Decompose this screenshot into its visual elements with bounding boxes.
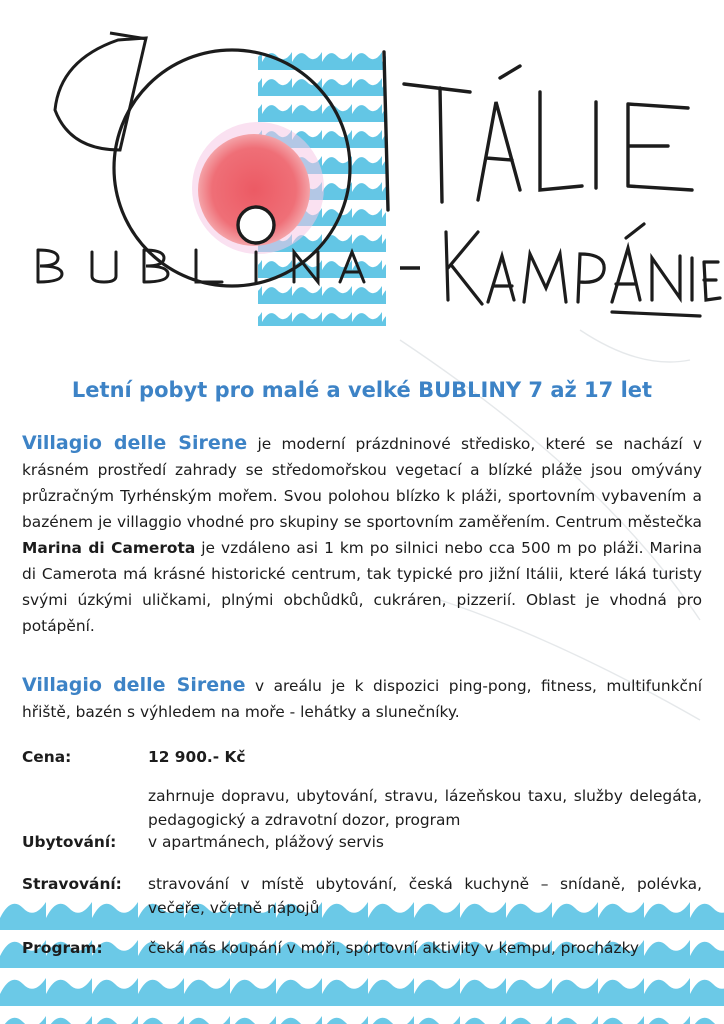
intro-text-2: je vzdáleno asi 1 km po silnici nebo cca 500 m po pláži. Marina di Camerota má krásné historické centrum, tak typické pro jižní Itálii, které láká turisty svými úzkými uličkami, plnými obchůdků, cukráren, pizzerií. Oblast je vhodná pro potápění. [22, 539, 702, 635]
intro-paragraph [22, 430, 702, 639]
board-value: stravování v místě ubytování, česká kuchyně – snídaně, polévka, večeře, včetně nápojů [148, 875, 702, 917]
venue-name: Villagio delle Sirene [22, 432, 248, 454]
town-name: Marina di Camerota [22, 539, 196, 557]
program-label: Program: [22, 939, 103, 957]
amenities-text: v areálu je k dispozici ping-pong, fitness, multifunkční hřiště, bazén s výhledem na moře - lehátky a slunečníky. [22, 677, 703, 721]
page-headline: Letní pobyt pro malé a velké BUBLINY 7 až 17 let [71, 378, 653, 402]
amenities-venue-name: Villagio delle Sirene [22, 674, 246, 696]
accommodation-value: v apartmánech, plážový servis [148, 833, 384, 851]
price-label: Cena: [22, 748, 72, 766]
includes-text: zahrnuje dopravu, ubytování, stravu, lázeňskou taxu, služby delegáta, pedagogický a zdravotní dozor, program [148, 787, 702, 829]
intro-text-1: je moderní prázdninové středisko, které se nachází v krásném prostředí zahrady se středomořskou vegetací a blízké pláže jsou omývány průzračným Tyrhénským mořem. Svou polohou blízko k pláži, sportovním vybavením a bazénem je villaggio vhodné pro skupiny se sportovním zaměřením. Centrum městečka [22, 435, 703, 531]
board-label: Stravování: [22, 875, 122, 893]
price-value: 12 900.- Kč [148, 748, 246, 766]
program-value: čeká nás koupání v moři, sportovní aktivity v kempu, procházky [148, 939, 640, 957]
accommodation-label: Ubytování: [22, 833, 117, 851]
amenities-paragraph [22, 672, 702, 725]
